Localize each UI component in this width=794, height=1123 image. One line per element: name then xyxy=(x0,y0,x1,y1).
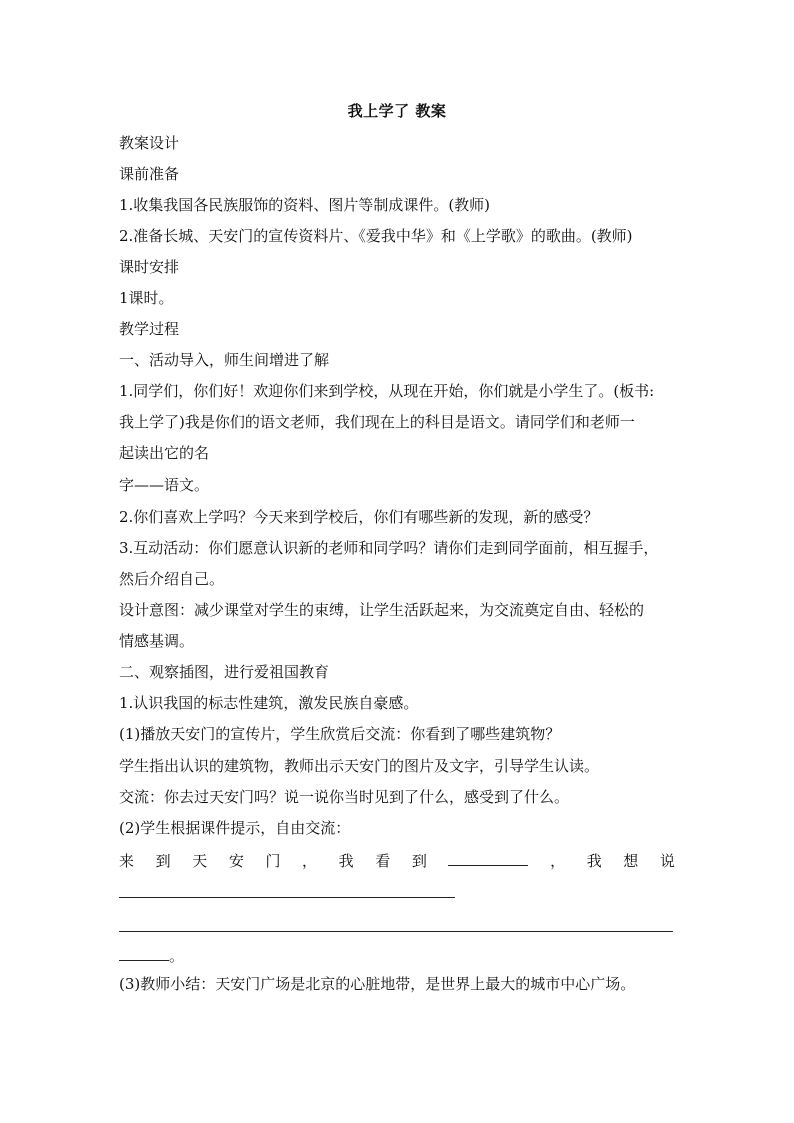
paragraph-text: 设计意图：减少课堂对学生的束缚，让学生活跃起来，为交流奠定自由、轻松的 xyxy=(119,601,645,619)
subsection-heading: 一、活动导入，师生间增进了解 xyxy=(119,351,330,369)
fill-char: 到 xyxy=(411,852,427,870)
fill-blank-line xyxy=(119,931,673,932)
fill-blank xyxy=(119,944,169,961)
section-heading-process: 教学过程 xyxy=(119,320,180,338)
fill-in-sentence xyxy=(119,849,675,871)
fill-char: ， xyxy=(302,852,318,870)
fill-char: 说 xyxy=(659,852,675,870)
fill-char: 门 xyxy=(265,852,281,870)
paragraph-text: 1.同学们，你们好！欢迎你们来到学校，从现在开始，你们就是小学生了。(板书: xyxy=(119,382,655,400)
section-heading-preparation: 课前准备 xyxy=(119,165,180,183)
fill-char: 我 xyxy=(338,852,354,870)
paragraph-text: 1.认识我国的标志性建筑，激发民族自豪感。 xyxy=(119,694,419,712)
paragraph-text: (3)教师小结：天安门广场是北京的心脏地带，是世界上最大的城市中心广场。 xyxy=(119,975,636,993)
paragraph-text: (1)播放天安门的宣传片，学生欣赏后交流：你看到了哪些建筑物？ xyxy=(119,725,561,743)
fill-char: 来 xyxy=(119,852,135,870)
fill-blank-line xyxy=(119,897,455,898)
section-heading-design: 教案设计 xyxy=(119,134,180,152)
paragraph-text: 然后介绍自己。 xyxy=(119,570,225,588)
fill-char: 天 xyxy=(192,852,208,870)
fill-blank xyxy=(448,849,528,866)
document-title: 我上学了 教案 xyxy=(347,102,447,120)
paragraph-text: 2.准备长城、天安门的宣传资料片、《爱我中华》和《上学歌》的歌曲。(教师) xyxy=(119,227,633,245)
paragraph-text: 3.互动活动：你们愿意认识新的老师和同学吗？请你们走到同学面前，相互握手， xyxy=(119,539,659,557)
paragraph-text: 我上学了)我是你们的语文老师，我们现在上的科目是语文。请同学们和老师一 xyxy=(119,413,635,431)
fill-blank-ending xyxy=(119,944,675,966)
fill-char: 我 xyxy=(586,852,602,870)
paragraph-text: 1课时。 xyxy=(119,289,174,307)
paragraph-text: (2)学生根据课件提示，自由交流： xyxy=(119,819,351,837)
paragraph-text: 交流：你去过天安门吗？说一说你当时见到了什么，感受到了什么。 xyxy=(119,788,570,806)
subsection-heading: 二、观察插图，进行爱祖国教育 xyxy=(119,663,330,681)
paragraph-text: 学生指出认识的建筑物，教师出示天安门的图片及文字，引导学生认读。 xyxy=(119,757,600,775)
paragraph-text: 起读出它的名 xyxy=(119,444,210,462)
fill-char: 看 xyxy=(375,852,391,870)
paragraph-text: 字——语文。 xyxy=(119,476,210,494)
end-mark: 。 xyxy=(169,947,185,965)
section-heading-schedule: 课时安排 xyxy=(119,258,180,276)
paragraph-text: 1.收集我国各民族服饰的资料、图片等制成课件。(教师) xyxy=(119,196,491,214)
fill-char: 安 xyxy=(228,852,244,870)
fill-char: 到 xyxy=(155,852,171,870)
paragraph-text: 情感基调。 xyxy=(119,632,195,650)
paragraph-text: 2.你们喜欢上学吗？今天来到学校后，你们有哪些新的发现，新的感受？ xyxy=(119,508,599,526)
fill-char: ， xyxy=(550,852,566,870)
document-page xyxy=(119,0,675,1123)
fill-char: 想 xyxy=(623,852,639,870)
